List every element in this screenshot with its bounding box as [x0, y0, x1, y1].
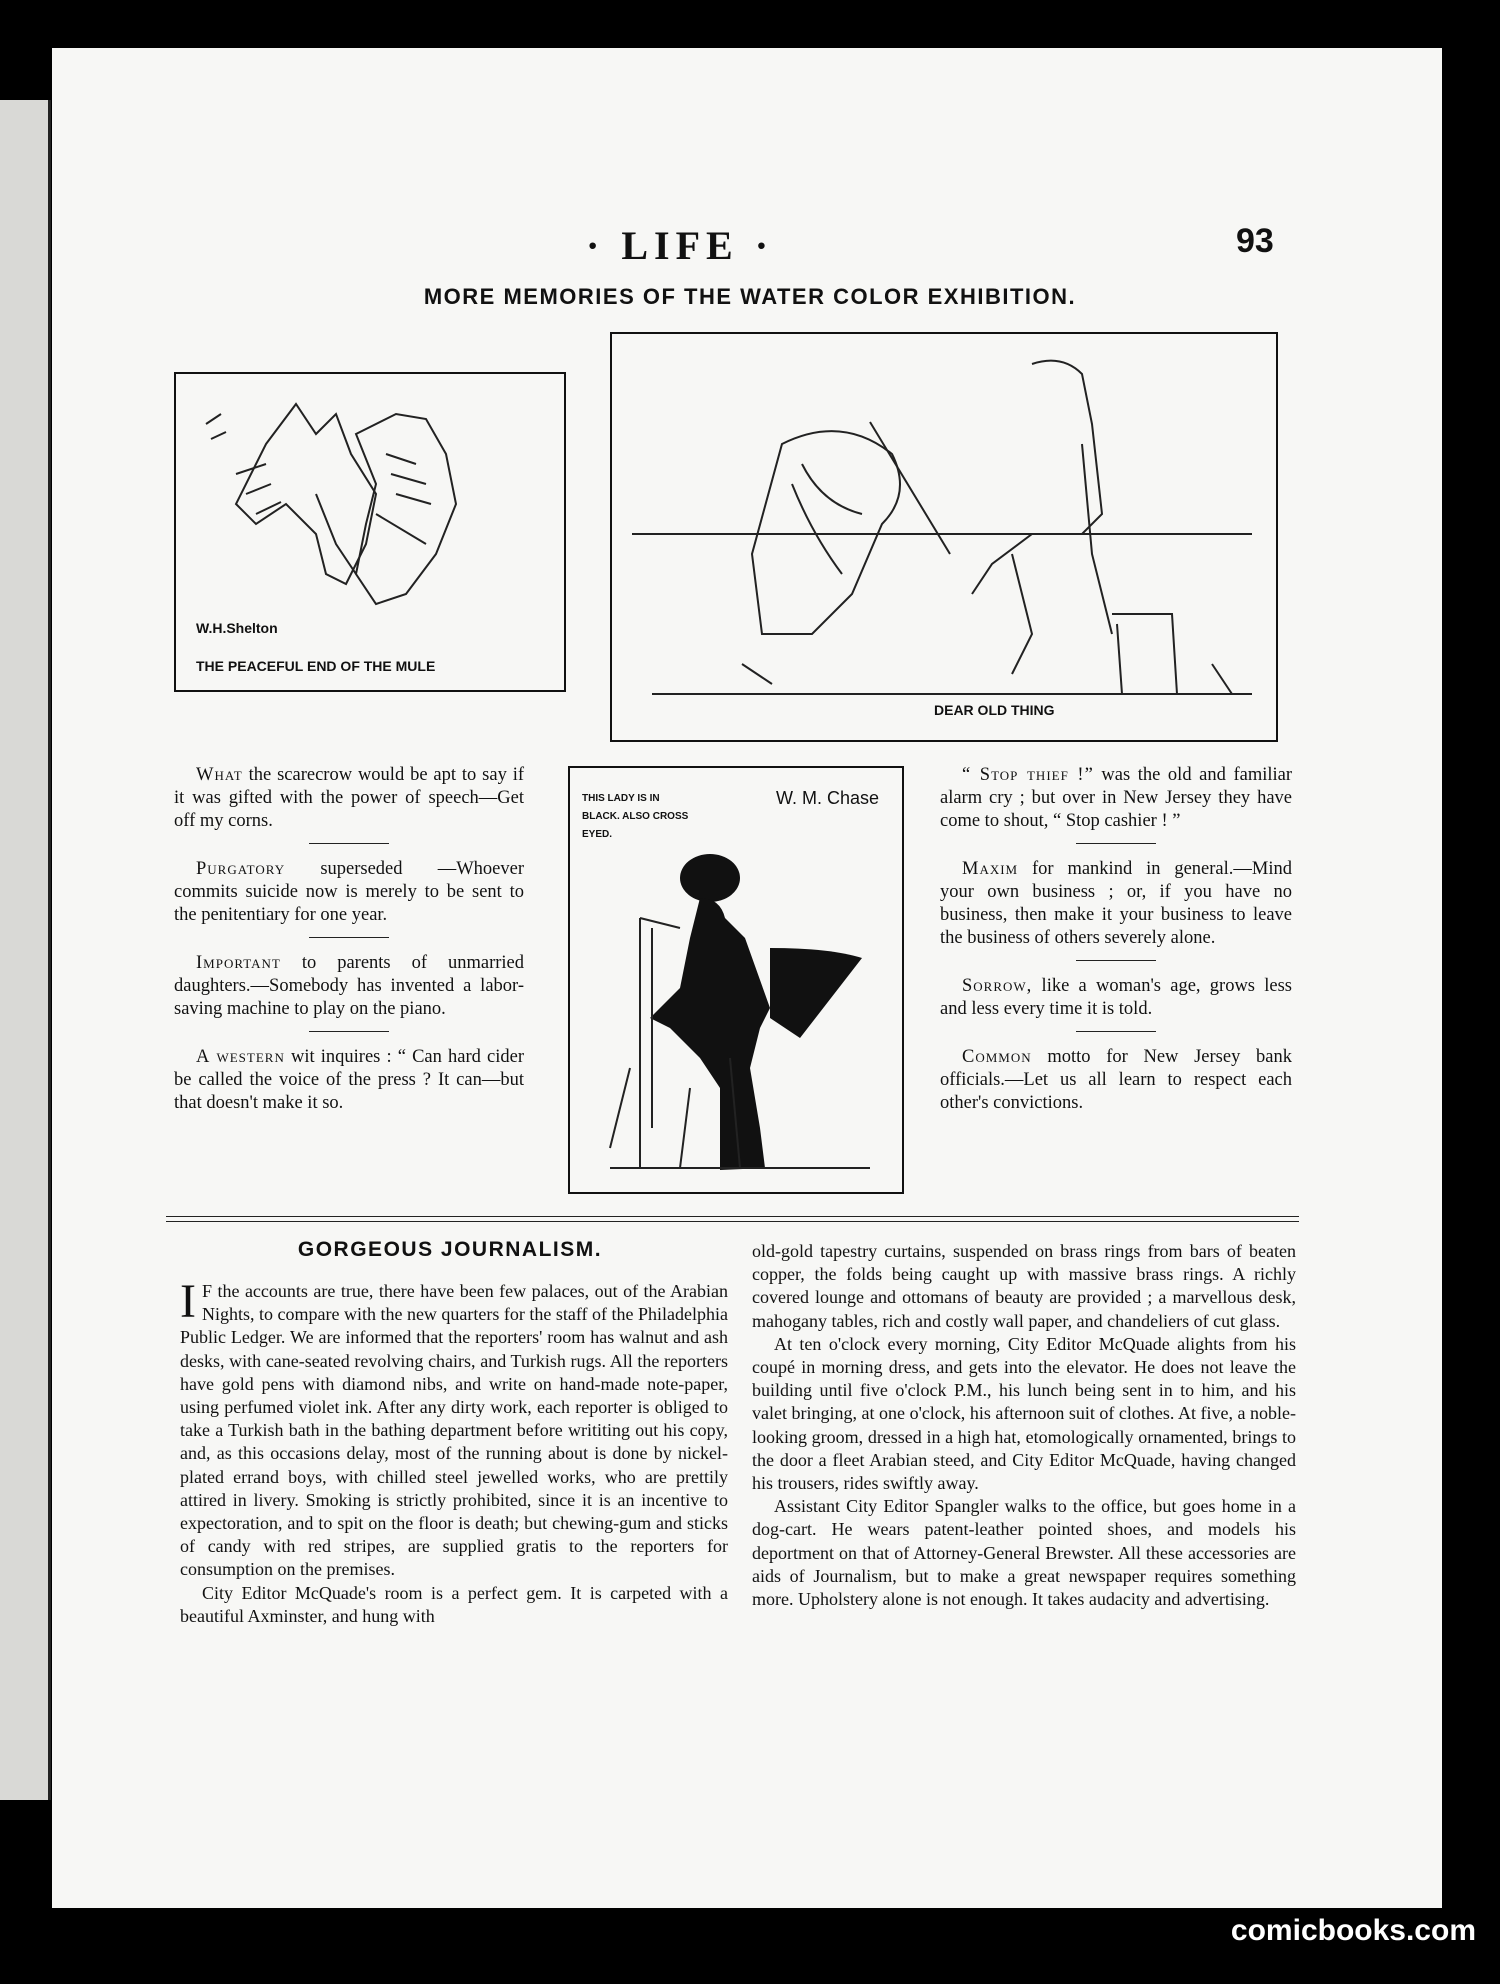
mule-signature: W.H.Shelton: [196, 620, 278, 636]
facing-page-edge: [0, 100, 51, 1800]
article-paragraph: old-gold tapestry curtains, suspended on brass rings from bars of beaten copper, the folds being caught up with massive brass rings. A richly covered lounge and ottomans of beauty are provided ; a marvellous desk, mahogany tables, rich and costly wall paper, and chandeliers of cut glass.: [752, 1241, 1296, 1331]
separator: [1076, 843, 1156, 844]
joke-western-wit: A western wit inquires : “ Can hard cider be called the voice of the press ? It can—but that doesn't make it so.: [174, 1047, 524, 1113]
separator: [1076, 1031, 1156, 1032]
article-column-2: [752, 1240, 1296, 1611]
mule-illustration: [174, 372, 566, 692]
lady-illustration: [568, 766, 904, 1194]
masthead: · LIFE ·: [586, 223, 775, 268]
joke-important: Important to parents of unmarried daughters.—Somebody has invented a labor-saving machine to play on the piano.: [174, 953, 524, 1019]
joke-sorrow: Sorrow, like a woman's age, grows less and less every time it is told.: [940, 976, 1292, 1019]
joke-common-motto: Common motto for New Jersey bank officials.—Let us all learn to respect each other's convictions.: [940, 1047, 1292, 1113]
article-title: GORGEOUS JOURNALISM.: [297, 1238, 603, 1261]
separator: [309, 843, 389, 844]
joke-stop-thief: “ Stop thief !” was the old and familiar alarm cry ; but over in New Jersey they have come to shout, “ Stop cashier ! ”: [940, 765, 1293, 831]
article-paragraph: I F the accounts are true, there have been few palaces, out of the Arabian Nights, to compare with the new quarters for the staff of the Philadelphia Public Ledger. We are informed that the reporters' room has walnut and ash desks, with cane-seated revolving chairs, and Turkish rugs. All the reporters have gold pens with diamond nibs, and write on hand-made note-paper, using perfumed violet ink. After any dirty work, each reporter is obliged to take a Turkish bath in the bathing department before writiting out his copy, and, as this occasions delay, most of the running about is done by nickel-plated errand boys, with chilled steel jewelled works, who are prettily attired in livery. Smoking is strictly prohibited, since it is an incentive to expectoration, and to spit on the floor is death; but chewing-gum and sticks of candy with red stripes, are supplied gratis to the reporters for consumption on the premises.: [180, 1275, 729, 1580]
lady-signature: W. M. Chase: [776, 788, 880, 808]
joke-purgatory: Purgatory superseded —Whoever commits suicide now is merely to be sent to the penitentiary for one year.: [174, 859, 524, 925]
page-number: 93: [1236, 222, 1274, 260]
lady-note: THIS LADY IS IN BLACK. ALSO CROSS EYED.: [582, 793, 689, 840]
separator: [309, 937, 389, 938]
article-paragraph: At ten o'clock every morning, City Editor McQuade alights from his coupé in morning dress, and gets into the elevator. He does not leave the building until five o'clock P.M., his lunch being sent in to him, and his valet bringing, at one o'clock, his afternoon suit of clothes. At five, a noble-looking groom, dressed in a high hat, etomologically ornamented, brings to the door a fleet Arabian steed, and City Editor McQuade, having changed his trousers, rides swiftly away.: [752, 1333, 1296, 1494]
article-paragraph: City Editor McQuade's room is a perfect gem. It is carpeted with a beautiful Axminster, and hung with: [180, 1582, 728, 1626]
left-joke-column: [174, 764, 524, 1125]
joke-maxim: Maxim for mankind in general.—Mind your own business ; or, if you have no business, then make it your business to leave the business of others severely alone.: [940, 859, 1292, 948]
right-joke-column: [940, 764, 1292, 1125]
mule-drawing: [176, 374, 564, 690]
section-rule: [166, 1216, 1299, 1217]
lion-caption: DEAR OLD THING: [934, 702, 1055, 718]
watermark-logo: comicbooks.com: [1230, 1914, 1476, 1947]
page-headline: MORE MEMORIES OF THE WATER COLOR EXHIBITION.: [423, 284, 1077, 309]
section-rule: [166, 1221, 1299, 1222]
drop-cap: I: [180, 1275, 196, 1328]
lion-illustration: [610, 332, 1278, 742]
mule-caption: THE PEACEFUL END OF THE MULE: [196, 658, 436, 674]
article-column-1: [180, 1275, 729, 1628]
separator: [309, 1031, 389, 1032]
article-paragraph: Assistant City Editor Spangler walks to the office, but goes home in a dog-cart. He wears patent-leather pointed shoes, and models his deportment on that of Attorney-General Brewster. All these accessories are aids of Journalism, but to make a great newspaper requires something more. Upholstery alone is not enough. It takes audacity and advertising.: [752, 1496, 1296, 1610]
separator: [1076, 960, 1156, 961]
lion-drawing: [612, 334, 1276, 740]
joke-scarecrow: What the scarecrow would be apt to say if it was gifted with the power of speech—Get off my corns.: [174, 765, 524, 831]
